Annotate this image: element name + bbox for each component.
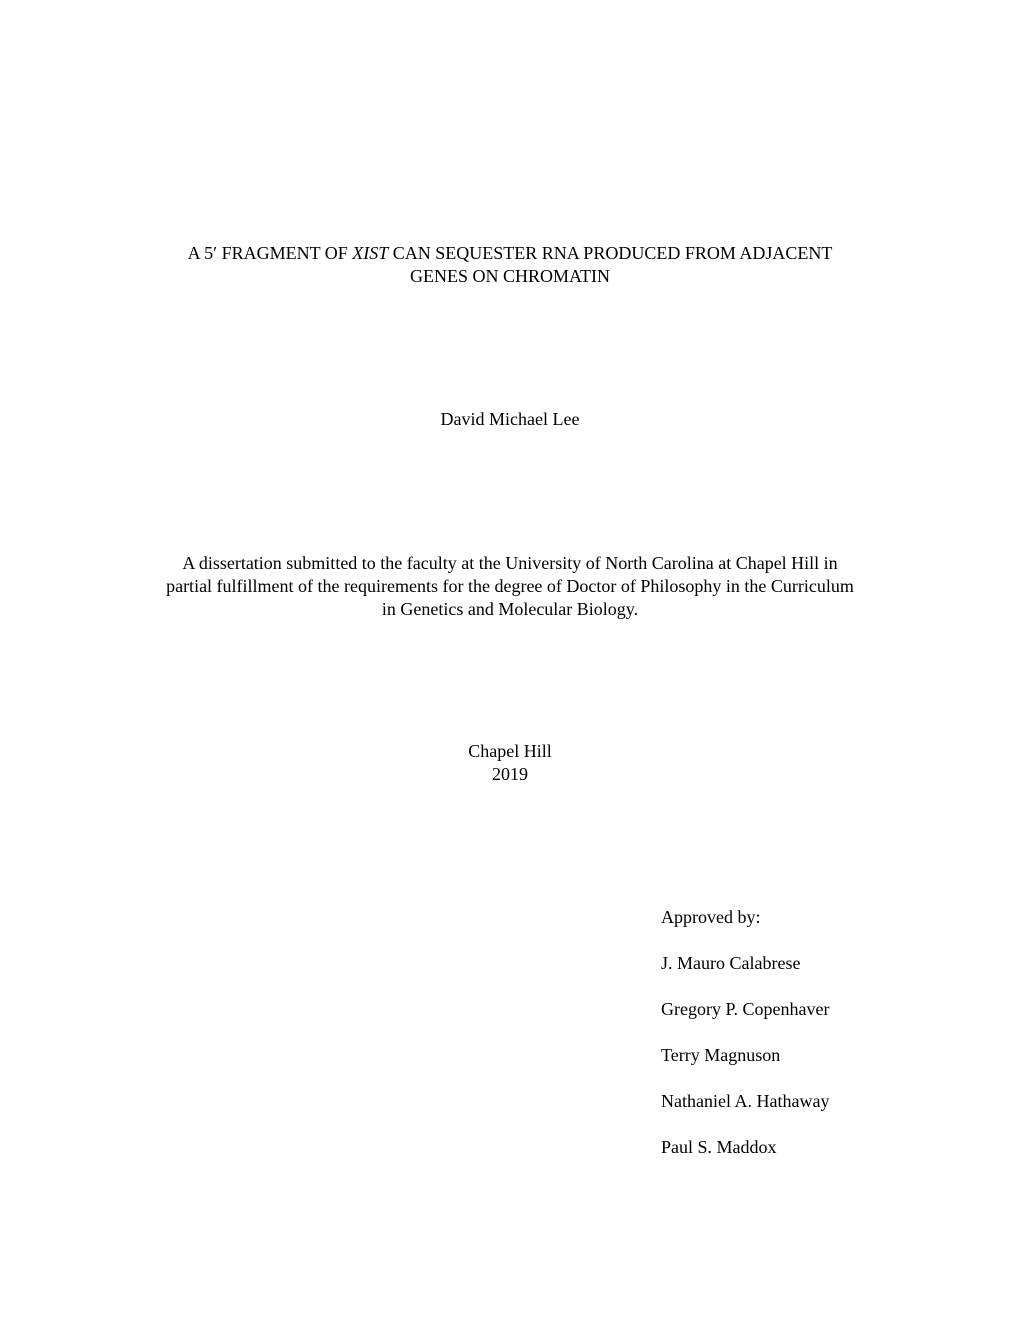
dissertation-title (0, 242, 1020, 288)
title-gene-name: XIST (352, 243, 389, 263)
title-text-end: CAN SEQUESTER RNA PRODUCED FROM ADJACENT (388, 243, 833, 263)
committee-member: Paul S. Maddox (661, 1137, 777, 1157)
committee-member: Gregory P. Copenhaver (661, 999, 830, 1019)
place: Chapel Hill (468, 741, 552, 761)
committee-member: Nathaniel A. Hathaway (661, 1091, 830, 1111)
title-line-1 (0, 242, 1020, 265)
committee-member: Terry Magnuson (661, 1045, 781, 1065)
statement-line-3: in Genetics and Molecular Biology. (381, 599, 639, 619)
author-name: David Michael Lee (440, 409, 580, 429)
approval-heading: Approved by: (661, 907, 761, 927)
title-line-2: GENES ON CHROMATIN (409, 266, 610, 286)
place-and-year (0, 740, 1020, 786)
statement-line-2: partial fulfillment of the requirements for the degree of Doctor of Philosophy in the Curriculum (166, 576, 854, 596)
year: 2019 (492, 764, 528, 784)
statement-line-1: A dissertation submitted to the faculty at the University of North Carolina at Chapel Hill in (182, 553, 838, 573)
approval-block (661, 906, 1001, 1182)
committee-member: J. Mauro Calabrese (661, 953, 801, 973)
submission-statement (0, 552, 1020, 621)
title-text-start: A 5′ FRAGMENT OF (187, 243, 353, 263)
